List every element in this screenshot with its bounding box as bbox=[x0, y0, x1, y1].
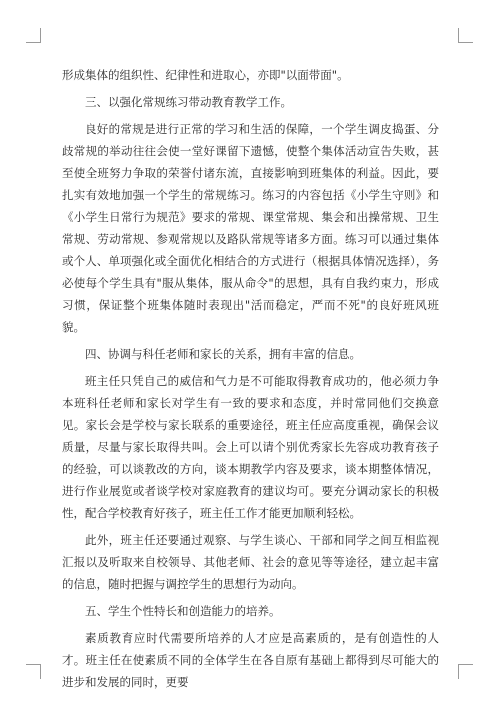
crop-mark-bottom-right bbox=[458, 664, 473, 679]
crop-mark-bottom-left bbox=[26, 664, 41, 679]
paragraph-routine-practice: 良好的常规是进行正常的学习和生活的保障，一个学生调皮捣蛋、分歧常规的举动往往会使一堂好课留下遗憾，使整个集体活动宣告失败，甚至使全班努力争取的荣誉付诸东流，直接影响到班集体的利益。因此，要扎实有效地加强一个学生的常规练习。练习的内容包括《小学生守则》和《小学生日常行为规范》要求的常规、课堂常规、集会和出操常规、卫生常规、劳动常规、参观常规以及路队常规等诸多方面。练习可以通过集体或个人、单项强化或全面优化相结合的方式进行（根据具体情况选择），务必使每个学生具有"服从集体，服从命令"的思想，具有自我约束力，形成习惯，保证整个班集体随时表现出"活而稳定，严而不死"的良好班风班貌。 bbox=[62, 122, 439, 334]
paragraph-continuation: 形成集体的组织性、纪律性和进取心，亦即"以面带面"。 bbox=[62, 68, 349, 82]
paragraph-information-channels: 此外，班主任还要通过观察、与学生谈心、干部和同学之间互相监视汇报以及听取来自校领导、其他老师、社会的意见等等途径，建立起丰富的信息，随时把握与调控学生的思想行为动向。 bbox=[62, 533, 439, 591]
document-body bbox=[62, 64, 439, 698]
section-heading-3: 三、以强化常规练习带动教育教学工作。 bbox=[85, 95, 292, 109]
section-heading-4: 四、协调与科任老师和家长的关系，拥有丰富的信息。 bbox=[85, 347, 361, 361]
paragraph-teacher-parent-coordination: 班主任只凭自己的威信和气力是不可能取得教育成功的，他必须力争本班科任老师和家长对学生有一致的要求和态度，并时常同他们交换意见。家长会是学校与家长联系的重要途径，班主任应高度重视，确保会议质量，尽量与家长取得共叫。会上可以请个别优秀家长先容成功教育孩子的经验，可以谈教改的方向，谈本期教学内容及要求，谈本期整体情况，进行作业展览或者谈学校对家庭教育的建议均可。要充分调动家长的积极性，配合学校教育好孩子，班主任工作才能更加顺利轻松。 bbox=[62, 374, 439, 520]
section-heading-5: 五、学生个性特长和创造能力的培养。 bbox=[85, 604, 281, 618]
paragraph-creativity: 素质教育应时代需要所培养的人才应是高素质的，是有创造性的人才。班主任在使素质不同的全体学生在各自原有基础上都得到尽可能大的进步和发展的同时，更要 bbox=[62, 631, 439, 689]
crop-mark-top-right bbox=[458, 28, 473, 43]
crop-mark-top-left bbox=[26, 28, 41, 43]
